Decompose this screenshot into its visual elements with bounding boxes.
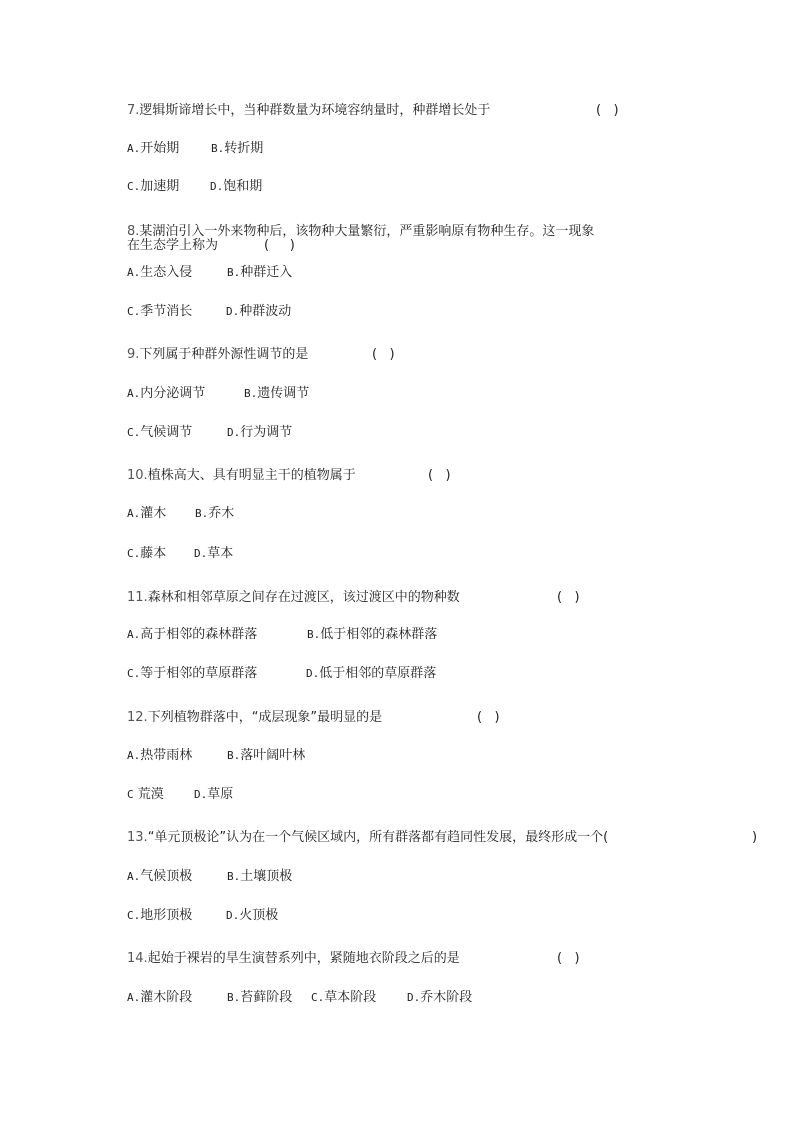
question-14-option-c: C.草本阶段 <box>311 990 377 1005</box>
question-7-stem <box>127 103 490 119</box>
question-10-answer-blank: ( ) <box>428 468 451 483</box>
question-14-option-b: B.苔藓阶段 <box>227 990 293 1005</box>
question-12-option-c: C 荒漠 <box>127 787 164 802</box>
question-9-text: 下列属于种群外源性调节的是 <box>139 347 309 362</box>
question-10-option-c: C.藤本 <box>127 546 167 561</box>
question-11-number: 11. <box>127 590 148 605</box>
question-11-text: 森林和相邻草原之间存在过渡区，该过渡区中的物种数 <box>147 590 460 605</box>
question-9-number: 9. <box>127 347 140 362</box>
question-12-option-d: D.草原 <box>194 787 234 802</box>
question-14-text: 起始于裸岩的旱生演替系列中，紧随地衣阶段之后的是 <box>147 951 460 966</box>
question-8-answer-blank: ( ) <box>264 238 295 253</box>
question-10-number: 10. <box>127 468 148 483</box>
question-7-option-d: D.饱和期 <box>210 179 263 194</box>
question-13-option-b: B.土壤顶极 <box>227 869 293 884</box>
question-12-option-b: B.落叶阔叶林 <box>227 748 306 763</box>
question-10-option-a: A.灌木 <box>127 506 167 521</box>
question-14-stem <box>127 951 460 967</box>
question-7-option-b: B.转折期 <box>211 141 264 156</box>
question-8-option-d: D.种群波动 <box>226 304 292 319</box>
question-10-text: 植株高大、具有明显主干的植物属于 <box>147 468 356 483</box>
question-11-stem <box>127 590 460 606</box>
question-9-option-b: B.遗传调节 <box>244 386 310 401</box>
question-12-option-a: A.热带雨林 <box>127 748 193 763</box>
question-12-number: 12. <box>127 710 148 725</box>
question-9-option-a: A.内分泌调节 <box>127 386 206 401</box>
question-11-option-a: A.高于相邻的森林群落 <box>127 627 258 642</box>
question-14-option-d: D.乔木阶段 <box>407 990 473 1005</box>
question-10-stem <box>127 468 356 484</box>
question-11-option-b: B.低于相邻的森林群落 <box>307 627 438 642</box>
question-8-option-a: A.生态入侵 <box>127 265 193 280</box>
question-10-option-b: B.乔木 <box>195 506 235 521</box>
question-14-number: 14. <box>127 951 148 966</box>
question-7-number: 7. <box>127 103 140 118</box>
question-8-option-c: C.季节消长 <box>127 304 193 319</box>
question-13-option-d: D.火顶极 <box>226 908 279 923</box>
question-13-stem <box>127 830 608 846</box>
question-7-option-c: C.加速期 <box>127 179 180 194</box>
question-8-stem-line2: 在生态学上称为 <box>127 238 219 253</box>
question-8-text: 某湖泊引入一外来物种后，该物种大量繁衍，严重影响原有物种生存。这一现象 <box>139 224 595 239</box>
question-13-option-c: C.地形顶极 <box>127 908 193 923</box>
question-12-answer-blank: ( ) <box>477 710 500 725</box>
question-9-answer-blank: ( ) <box>372 347 395 362</box>
question-11-option-d: D.低于相邻的草原群落 <box>306 666 437 681</box>
question-9-option-d: D.行为调节 <box>227 425 293 440</box>
question-11-option-c: C.等于相邻的草原群落 <box>127 666 258 681</box>
question-9-option-c: C.气候调节 <box>127 425 193 440</box>
question-14-option-a: A.灌木阶段 <box>127 990 193 1005</box>
question-12-text: 下列植物群落中，“成层现象”最明显的是 <box>147 710 383 725</box>
question-8-option-b: B.种群迁入 <box>227 265 293 280</box>
question-7-text: 逻辑斯谛增长中，当种群数量为环境容纳量时，种群增长处于 <box>139 103 491 118</box>
question-13-number: 13. <box>127 830 148 845</box>
question-13-option-a: A.气候顶极 <box>127 869 193 884</box>
question-13-text: “单元顶极论”认为在一个气候区域内，所有群落都有趋同性发展，最终形成一个( <box>147 830 609 845</box>
question-8-number: 8. <box>127 224 140 239</box>
question-7-option-a: A.开始期 <box>127 141 180 156</box>
question-9-stem <box>127 347 308 363</box>
question-11-answer-blank: ( ) <box>557 590 580 605</box>
question-7-answer-blank: ( ) <box>596 103 619 118</box>
question-14-answer-blank: ( ) <box>557 951 580 966</box>
question-12-stem <box>127 710 382 726</box>
question-13-answer-blank: ) <box>752 830 758 845</box>
question-10-option-d: D.草本 <box>194 546 234 561</box>
